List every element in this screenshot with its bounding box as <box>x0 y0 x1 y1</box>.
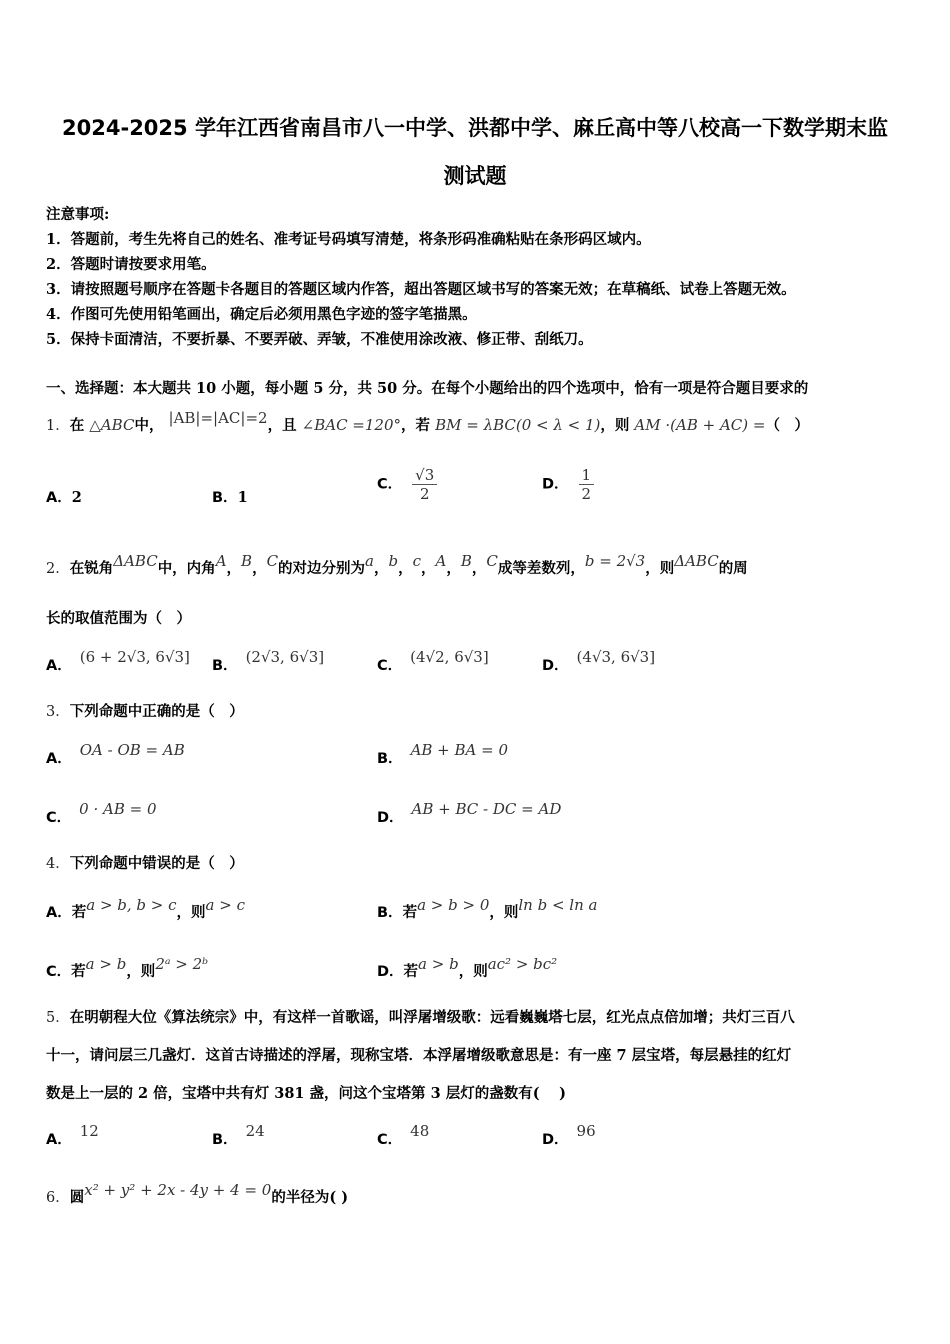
option-math: 2ᵃ > 2ᵇ <box>155 955 209 973</box>
option-value: 1 <box>237 489 248 506</box>
q1-option-d[interactable] <box>542 466 594 503</box>
q1-option-b[interactable] <box>212 486 248 507</box>
option-value: 12 <box>79 1122 99 1140</box>
option-text: 若 <box>71 904 87 921</box>
option-value: 24 <box>245 1122 265 1140</box>
option-fraction <box>412 466 437 503</box>
question-2-line-2: 长的取值范围为（ ） <box>46 610 191 627</box>
q2-text: 成等差数列， <box>497 560 585 577</box>
q1-text: （ ） <box>765 417 809 434</box>
option-label: D． <box>542 1132 569 1148</box>
option-math: a > c <box>205 896 245 914</box>
option-label: A． <box>46 658 72 674</box>
q6-text: 圆 <box>69 1189 85 1206</box>
q5-option-b[interactable] <box>212 1122 265 1149</box>
note-item-5: 5．保持卡面清洁，不要折暴、不要弄破、弄皱，不准使用涂改液、修正带、刮纸刀。 <box>46 331 593 348</box>
q4-text: 下列命题中错误的是（ ） <box>69 855 244 872</box>
option-value: (2√3, 6√3] <box>245 648 325 666</box>
option-text: ，则 <box>458 963 488 980</box>
question-number: 1． <box>46 418 70 434</box>
option-math: a > b, b > c <box>86 896 177 914</box>
option-label: D． <box>377 964 404 980</box>
q1-text: ，则 <box>600 417 630 434</box>
q2-math: a <box>365 552 374 570</box>
q1-math-lengths: |AB|=|AC|=2 <box>168 409 268 427</box>
q1-math-triangle: △ABC <box>89 416 135 434</box>
option-value: 0 · AB = 0 <box>79 800 157 818</box>
option-text: 若 <box>71 963 86 980</box>
option-value: AB + BA = 0 <box>410 741 509 759</box>
option-value: (6 + 2√3, 6√3] <box>79 648 190 666</box>
option-label: A． <box>46 751 72 767</box>
option-text: 若 <box>403 963 419 980</box>
q6-text: 的半径为( ) <box>271 1189 349 1206</box>
q4-option-a[interactable] <box>46 896 245 922</box>
q1-math-bm: BM = λBC(0 < λ < 1) <box>435 416 601 434</box>
option-text: ，则 <box>126 963 156 980</box>
note-item-3: 3．请按照题号顺序在答题卡各题目的答题区域内作答，超出答题区域书写的答案无效；在草稿纸、试卷上答题无效。 <box>46 281 796 298</box>
option-fraction <box>579 466 595 503</box>
option-label: D． <box>542 658 569 674</box>
option-label: C． <box>46 964 72 980</box>
q4-option-c[interactable] <box>46 955 209 981</box>
q4-option-b[interactable] <box>377 896 598 922</box>
question-number: 4． <box>46 856 70 872</box>
question-5-line-2: 十一，请问层三几盏灯．这首古诗描述的浮屠，现称宝塔．本浮屠增级歌意思是：有一座 7 层宝塔，每层悬挂的红灯 <box>46 1047 792 1064</box>
option-label: C． <box>377 1132 403 1148</box>
option-value: 48 <box>410 1122 430 1140</box>
q4-option-d[interactable] <box>377 955 558 981</box>
fraction-numerator: √3 <box>412 466 437 485</box>
q5-option-d[interactable] <box>542 1122 596 1149</box>
q3-option-c[interactable] <box>46 800 157 827</box>
exam-title-line-1: 2024-2025 学年江西省南昌市八一中学、洪都中学、麻丘高中等八校高一下数学期末监 <box>62 116 888 140</box>
q3-option-b[interactable] <box>377 741 509 768</box>
question-4 <box>46 852 244 873</box>
exam-title-line-2: 测试题 <box>443 164 507 188</box>
q2-option-b[interactable] <box>212 648 325 675</box>
q2-option-c[interactable] <box>377 648 489 675</box>
question-3 <box>46 700 244 721</box>
option-label: A． <box>46 1132 72 1148</box>
fraction-numerator: 1 <box>579 466 595 485</box>
q2-text: 中，内角 <box>157 560 216 577</box>
option-label: C． <box>377 658 403 674</box>
q1-text: 在 <box>69 417 85 434</box>
question-1 <box>46 409 809 435</box>
option-value: AB + BC - DC = AD <box>411 800 562 818</box>
q5-text: 在明朝程大位《算法统宗》中，有这样一首歌谣，叫浮屠增级歌：远看巍巍塔七层，红光点点倍加增；共灯三百八 <box>69 1009 795 1026</box>
notes-heading: 注意事项: <box>46 206 110 223</box>
option-math: ac² > bc² <box>487 955 558 973</box>
option-value: OA - OB = AB <box>79 741 185 759</box>
q2-text: 的对边分别为 <box>278 560 366 577</box>
q1-text: ，若 <box>401 417 431 434</box>
option-math: a > b > 0 <box>417 896 490 914</box>
option-label: A． <box>46 905 72 921</box>
q1-math-angle: ∠BAC =120° <box>301 416 402 434</box>
q2-math: ΔABC <box>674 552 719 570</box>
option-label: C． <box>46 810 72 826</box>
option-label: B． <box>212 1132 238 1148</box>
option-label: D． <box>542 476 569 493</box>
q2-option-d[interactable] <box>542 648 656 675</box>
q2-math: A <box>215 552 227 570</box>
question-5 <box>46 1006 795 1027</box>
section-heading: 一、选择题：本大题共 10 小题，每小题 5 分，共 50 分。在每个小题给出的四个选项中，恰有一项是符合题目要求的 <box>46 380 809 397</box>
option-label: C． <box>377 476 403 493</box>
q1-option-a[interactable] <box>46 486 82 507</box>
question-number: 3． <box>46 704 70 720</box>
q6-math: x² + y² + 2x - 4y + 4 = 0 <box>84 1181 272 1199</box>
option-text: ，则 <box>489 904 519 921</box>
option-math: ln b < ln a <box>518 896 598 914</box>
option-label: A． <box>46 490 72 506</box>
q3-option-a[interactable] <box>46 741 185 768</box>
question-6 <box>46 1181 349 1207</box>
fraction-denominator: 2 <box>581 485 592 503</box>
q2-math: c <box>412 552 422 570</box>
q1-math-am: AM ·(AB + AC) = <box>634 416 766 434</box>
option-label: B． <box>377 905 403 921</box>
q2-math: B <box>460 552 472 570</box>
option-text: ，则 <box>176 904 206 921</box>
q2-option-a[interactable] <box>46 648 190 675</box>
option-math: a > b <box>418 955 459 973</box>
option-value: 96 <box>576 1122 596 1140</box>
q2-math: B <box>241 552 253 570</box>
question-5-line-3: 数是上一层的 2 倍，宝塔中共有灯 381 盏，问这个宝塔第 3 层灯的盏数有( ) <box>46 1085 567 1102</box>
q2-math: A <box>435 552 447 570</box>
q2-math: C <box>266 552 279 570</box>
q2-text: 在锐角 <box>69 560 114 577</box>
question-number: 5． <box>46 1010 70 1026</box>
q2-math: b = 2√3 <box>584 552 646 570</box>
q2-math: ΔABC <box>113 552 158 570</box>
question-2: 2．在锐角ΔABC中，内角A，B，C的对边分别为a，b，c，A，B，C成等差数列，b = 2√3，则ΔABC的周 <box>46 552 748 577</box>
option-value: (4√3, 6√3] <box>576 648 656 666</box>
q2-math: C <box>486 552 498 570</box>
note-item-1: 1．答题前，考生先将自己的姓名、准考证号码填写清楚，将条形码准确粘贴在条形码区域内。 <box>46 231 651 248</box>
question-number: 2． <box>46 561 70 577</box>
q3-text: 下列命题中正确的是（ ） <box>69 703 244 720</box>
q3-option-d[interactable] <box>377 800 562 827</box>
q2-text: 的周 <box>718 560 748 577</box>
fraction-denominator: 2 <box>419 485 430 503</box>
option-label: B． <box>377 751 403 767</box>
option-label: B． <box>212 658 238 674</box>
option-label: B． <box>212 490 238 506</box>
note-item-4: 4．作图可先使用铅笔画出，确定后必须用黑色字迹的签字笔描黑。 <box>46 306 477 323</box>
q2-text: ，则 <box>645 560 675 577</box>
note-item-2: 2．答题时请按要求用笔。 <box>46 256 216 273</box>
q2-math: b <box>388 552 399 570</box>
question-number: 6． <box>46 1190 70 1206</box>
q1-option-c[interactable] <box>377 466 437 503</box>
option-label: D． <box>377 810 404 826</box>
q1-text: 中， <box>134 417 164 434</box>
option-value: (4√2, 6√3] <box>410 648 489 666</box>
option-value: 2 <box>71 489 82 506</box>
q5-option-c[interactable] <box>377 1122 430 1149</box>
option-text: 若 <box>402 904 418 921</box>
q5-option-a[interactable] <box>46 1122 99 1149</box>
option-math: a > b <box>85 955 127 973</box>
q1-text: ，且 <box>267 417 297 434</box>
